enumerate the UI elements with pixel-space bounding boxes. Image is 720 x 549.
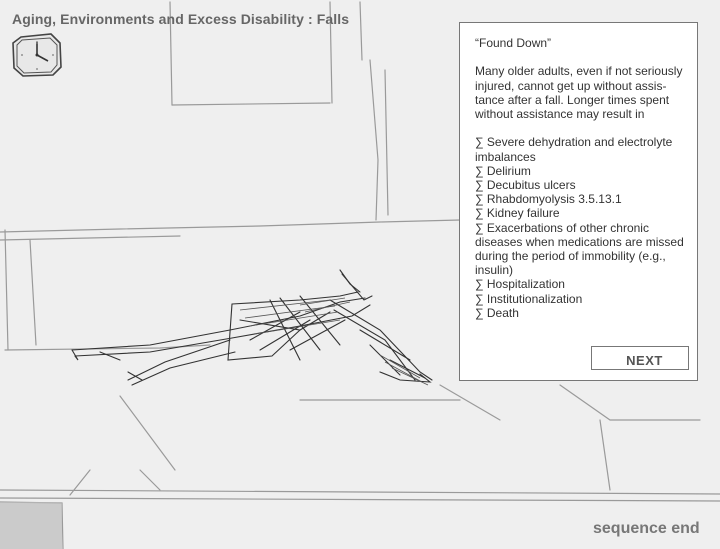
next-button[interactable]: NEXT <box>591 346 689 370</box>
panel-intro-text: Many older adults, even if not seriously injured, cannot get up without assis-tance after a fall. Longer times spent without assistance may result in <box>475 64 683 121</box>
sequence-end-label: sequence end <box>593 520 700 537</box>
page-title: Aging, Environments and Excess Disability : Falls <box>12 11 350 27</box>
list-item: ∑ Institutionalization <box>475 291 583 306</box>
list-item: ∑ Severe dehydration and electrolyte imbalances <box>475 135 673 164</box>
panel-heading: “Found Down” <box>475 36 552 50</box>
list-item: ∑ Delirium <box>475 163 531 178</box>
list-item: ∑ Decubitus ulcers <box>475 178 576 192</box>
list-item: ∑ Exacerbations of other chronic diseases when medications are missed during the period of immobility (e.g., insulin) <box>475 220 684 278</box>
list-item: ∑ Kidney failure <box>475 206 560 221</box>
clock-icon[interactable] <box>11 31 63 77</box>
list-item: ∑ Rhabdomyolysis 3.5.13.1 <box>475 192 622 207</box>
list-item: ∑ Death <box>475 305 519 320</box>
info-panel <box>459 22 698 381</box>
list-item: ∑ Hospitalization <box>475 277 565 292</box>
